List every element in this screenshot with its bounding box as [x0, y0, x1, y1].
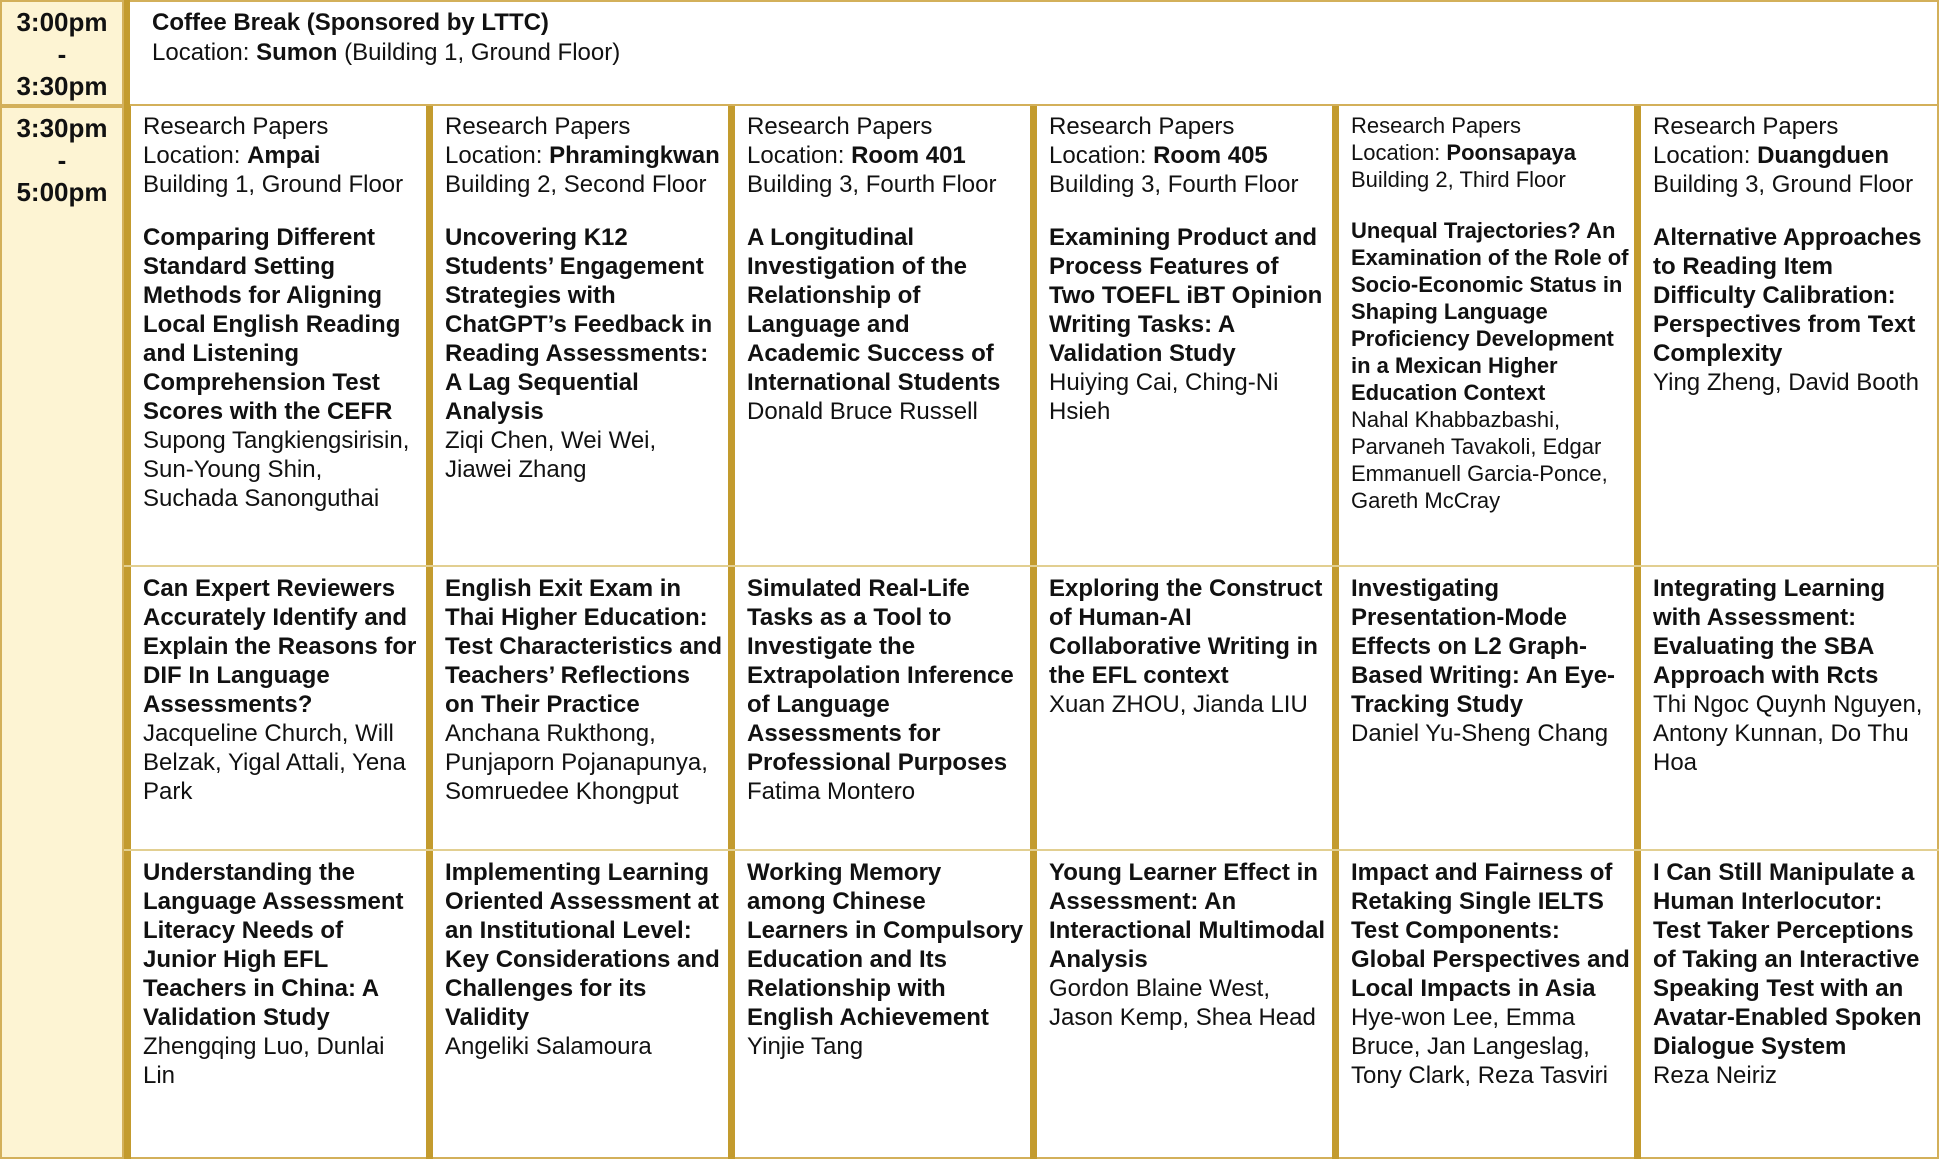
room-location: [1351, 139, 1630, 166]
paper-authors: Yinjie Tang: [747, 1033, 864, 1060]
room-name: Ampai: [247, 142, 321, 169]
room-location: [1049, 141, 1328, 170]
column-divider: [1030, 106, 1037, 1159]
room-name: Room 401: [851, 142, 966, 169]
room-location: [1653, 141, 1932, 170]
session-cell: [1037, 850, 1332, 1157]
location-label: Location:: [1351, 140, 1441, 165]
paper-authors: Gordon Blaine West, Jason Kemp, Shea Head: [1049, 975, 1316, 1031]
paper-authors: Xuan ZHOU, Jianda LIU: [1049, 691, 1308, 718]
room-building: Building 2, Third Floor: [1351, 167, 1566, 192]
room-name: Poonsapaya: [1446, 140, 1577, 165]
session-cell: [433, 566, 728, 850]
paper-title: Can Expert Reviewers Accurately Identify and Explain the Reasons for DIF In Language Assessments?: [143, 575, 417, 718]
spacer: [445, 199, 724, 223]
coffee-break-time-end: 3:30pm: [16, 71, 108, 101]
session-time-sep: -: [57, 145, 67, 175]
coffee-break-title: Coffee Break (Sponsored by LTTC): [152, 9, 549, 36]
location-label: Location:: [152, 39, 250, 66]
session-cell: [131, 106, 426, 566]
paper-title: Comparing Different Standard Setting Methods for Aligning Local English Reading and Listening Comprehension Test Scores with the CEFR: [143, 224, 401, 425]
room-name: Phramingkwan: [549, 142, 720, 169]
paper-title: Impact and Fairness of Retaking Single IELTS Test Components: Global Perspectives and Local Impacts in Asia: [1351, 859, 1630, 1002]
spacer: [747, 199, 1026, 223]
coffee-break-location: [152, 38, 1937, 68]
session-cell: [1641, 566, 1936, 850]
paper-title: Uncovering K12 Students’ Engagement Strategies with ChatGPT’s Feedback in Reading Assessments: A Lag Sequential Analysis: [445, 224, 713, 425]
room-type: Research Papers: [1049, 113, 1235, 140]
column-divider: [1634, 106, 1641, 1159]
spacer: [143, 199, 422, 223]
paper-title: Simulated Real-Life Tasks as a Tool to Investigate the Extrapolation Inference of Language Assessments for Professional Purposes: [747, 575, 1014, 776]
paper-authors: Huiying Cai, Ching-Ni Hsieh: [1049, 369, 1279, 425]
room-type: Research Papers: [1653, 113, 1839, 140]
paper-title: Unequal Trajectories? An Examination of the Role of Socio-Economic Status in Shaping Language Proficiency Development in a Mexican Higher Education Context: [1351, 218, 1629, 405]
room-building: Building 1, Ground Floor: [143, 171, 404, 198]
session-cell: [131, 566, 426, 850]
session-grid: [124, 106, 1939, 1159]
session-cell: [433, 850, 728, 1157]
session-time: [0, 106, 124, 1159]
paper-title: Integrating Learning with Assessment: Evaluating the SBA Approach with Rcts: [1653, 575, 1886, 689]
coffee-break-time-sep: -: [57, 39, 67, 69]
session-cell: [1641, 106, 1936, 566]
column-divider: [124, 106, 131, 1159]
room-type: Research Papers: [143, 113, 329, 140]
session-cell: [735, 850, 1030, 1157]
paper-title: Understanding the Language Assessment Literacy Needs of Junior High EFL Teachers in China: A Validation Study: [143, 859, 404, 1031]
room-type: Research Papers: [1351, 113, 1521, 138]
paper-authors: Fatima Montero: [747, 778, 916, 805]
room-location: [143, 141, 422, 170]
location-name: Sumon: [256, 39, 338, 66]
paper-title: English Exit Exam in Thai Higher Education: Test Characteristics and Teachers’ Reflections on Their Practice: [445, 575, 722, 718]
session-cell: [1339, 106, 1634, 566]
room-building: Building 3, Fourth Floor: [1049, 171, 1299, 198]
column-divider: [728, 106, 735, 1159]
paper-authors: Thi Ngoc Quynh Nguyen, Antony Kunnan, Do Thu Hoa: [1653, 691, 1923, 776]
session-cell: [1339, 566, 1634, 850]
paper-authors: Angeliki Salamoura: [445, 1033, 652, 1060]
paper-title: Working Memory among Chinese Learners in Compulsory Education and Its Relationship with English Achievement: [747, 859, 1024, 1031]
paper-authors: Nahal Khabbazbashi, Parvaneh Tavakoli, Edgar Emmanuell Garcia-Ponce, Gareth McCray: [1351, 407, 1608, 513]
session-cell: [735, 566, 1030, 850]
paper-authors: Ziqi Chen, Wei Wei, Jiawei Zhang: [445, 427, 657, 483]
column-divider: [426, 106, 433, 1159]
paper-title: Alternative Approaches to Reading Item Difficulty Calibration: Perspectives from Text Complexity: [1653, 224, 1922, 367]
paper-title: I Can Still Manipulate a Human Interlocutor: Test Taker Perceptions of Taking an Interactive Speaking Test with an Avatar-Enabled Spoken Dialogue System: [1653, 859, 1922, 1060]
paper-authors: Ying Zheng, David Booth: [1653, 369, 1919, 396]
session-cell: [433, 106, 728, 566]
paper-authors: Zhengqing Luo, Dunlai Lin: [143, 1033, 385, 1089]
paper-authors: Supong Tangkiengsirisin, Sun-Young Shin, Suchada Sanonguthai: [143, 427, 410, 512]
location-label: Location:: [747, 142, 845, 169]
paper-title: Young Learner Effect in Assessment: An Interactional Multimodal Analysis: [1049, 859, 1326, 973]
paper-title: Examining Product and Process Features of Two TOEFL iBT Opinion Writing Tasks: A Validation Study: [1049, 224, 1323, 367]
paper-authors: Daniel Yu-Sheng Chang: [1351, 720, 1609, 747]
location-label: Location:: [1653, 142, 1751, 169]
paper-title: Implementing Learning Oriented Assessment at an Institutional Level: Key Considerations and Challenges for its Validity: [445, 859, 720, 1031]
room-building: Building 2, Second Floor: [445, 171, 707, 198]
room-location: [445, 141, 724, 170]
column-divider: [1332, 106, 1339, 1159]
session-cell: [735, 106, 1030, 566]
location-label: Location:: [445, 142, 543, 169]
paper-authors: Donald Bruce Russell: [747, 398, 978, 425]
room-building: Building 3, Fourth Floor: [747, 171, 997, 198]
paper-title: Investigating Presentation-Mode Effects on L2 Graph-Based Writing: An Eye-Tracking Study: [1351, 575, 1616, 718]
paper-authors: Reza Neiriz: [1653, 1062, 1778, 1089]
session-time-end: 5:00pm: [16, 177, 108, 207]
spacer: [1049, 199, 1328, 223]
room-type: Research Papers: [747, 113, 933, 140]
spacer: [1351, 193, 1630, 217]
session-cell: [1339, 850, 1634, 1157]
paper-title: Exploring the Construct of Human-AI Collaborative Writing in the EFL context: [1049, 575, 1323, 689]
room-name: Room 405: [1153, 142, 1268, 169]
room-location: [747, 141, 1026, 170]
location-label: Location:: [143, 142, 241, 169]
paper-authors: Anchana Rukthong, Punjaporn Pojanapunya, Somruedee Khongput: [445, 720, 708, 805]
location-label: Location:: [1049, 142, 1147, 169]
paper-authors: Jacqueline Church, Will Belzak, Yigal Attali, Yena Park: [143, 720, 406, 805]
session-cell: [1037, 106, 1332, 566]
room-type: Research Papers: [445, 113, 631, 140]
location-detail: (Building 1, Ground Floor): [344, 39, 621, 66]
coffee-break-time: [0, 0, 124, 106]
room-name: Duangduen: [1757, 142, 1890, 169]
session-cell: [1641, 850, 1936, 1157]
room-building: Building 3, Ground Floor: [1653, 171, 1914, 198]
coffee-break-cell: [130, 0, 1939, 106]
coffee-break-time-start: 3:00pm: [16, 7, 108, 37]
session-time-start: 3:30pm: [16, 113, 108, 143]
spacer: [1653, 199, 1932, 223]
paper-title: A Longitudinal Investigation of the Relationship of Language and Academic Success of International Students: [747, 224, 1001, 396]
session-cell: [131, 850, 426, 1157]
paper-authors: Hye-won Lee, Emma Bruce, Jan Langeslag, Tony Clark, Reza Tasviri: [1351, 1004, 1608, 1089]
session-cell: [1037, 566, 1332, 850]
